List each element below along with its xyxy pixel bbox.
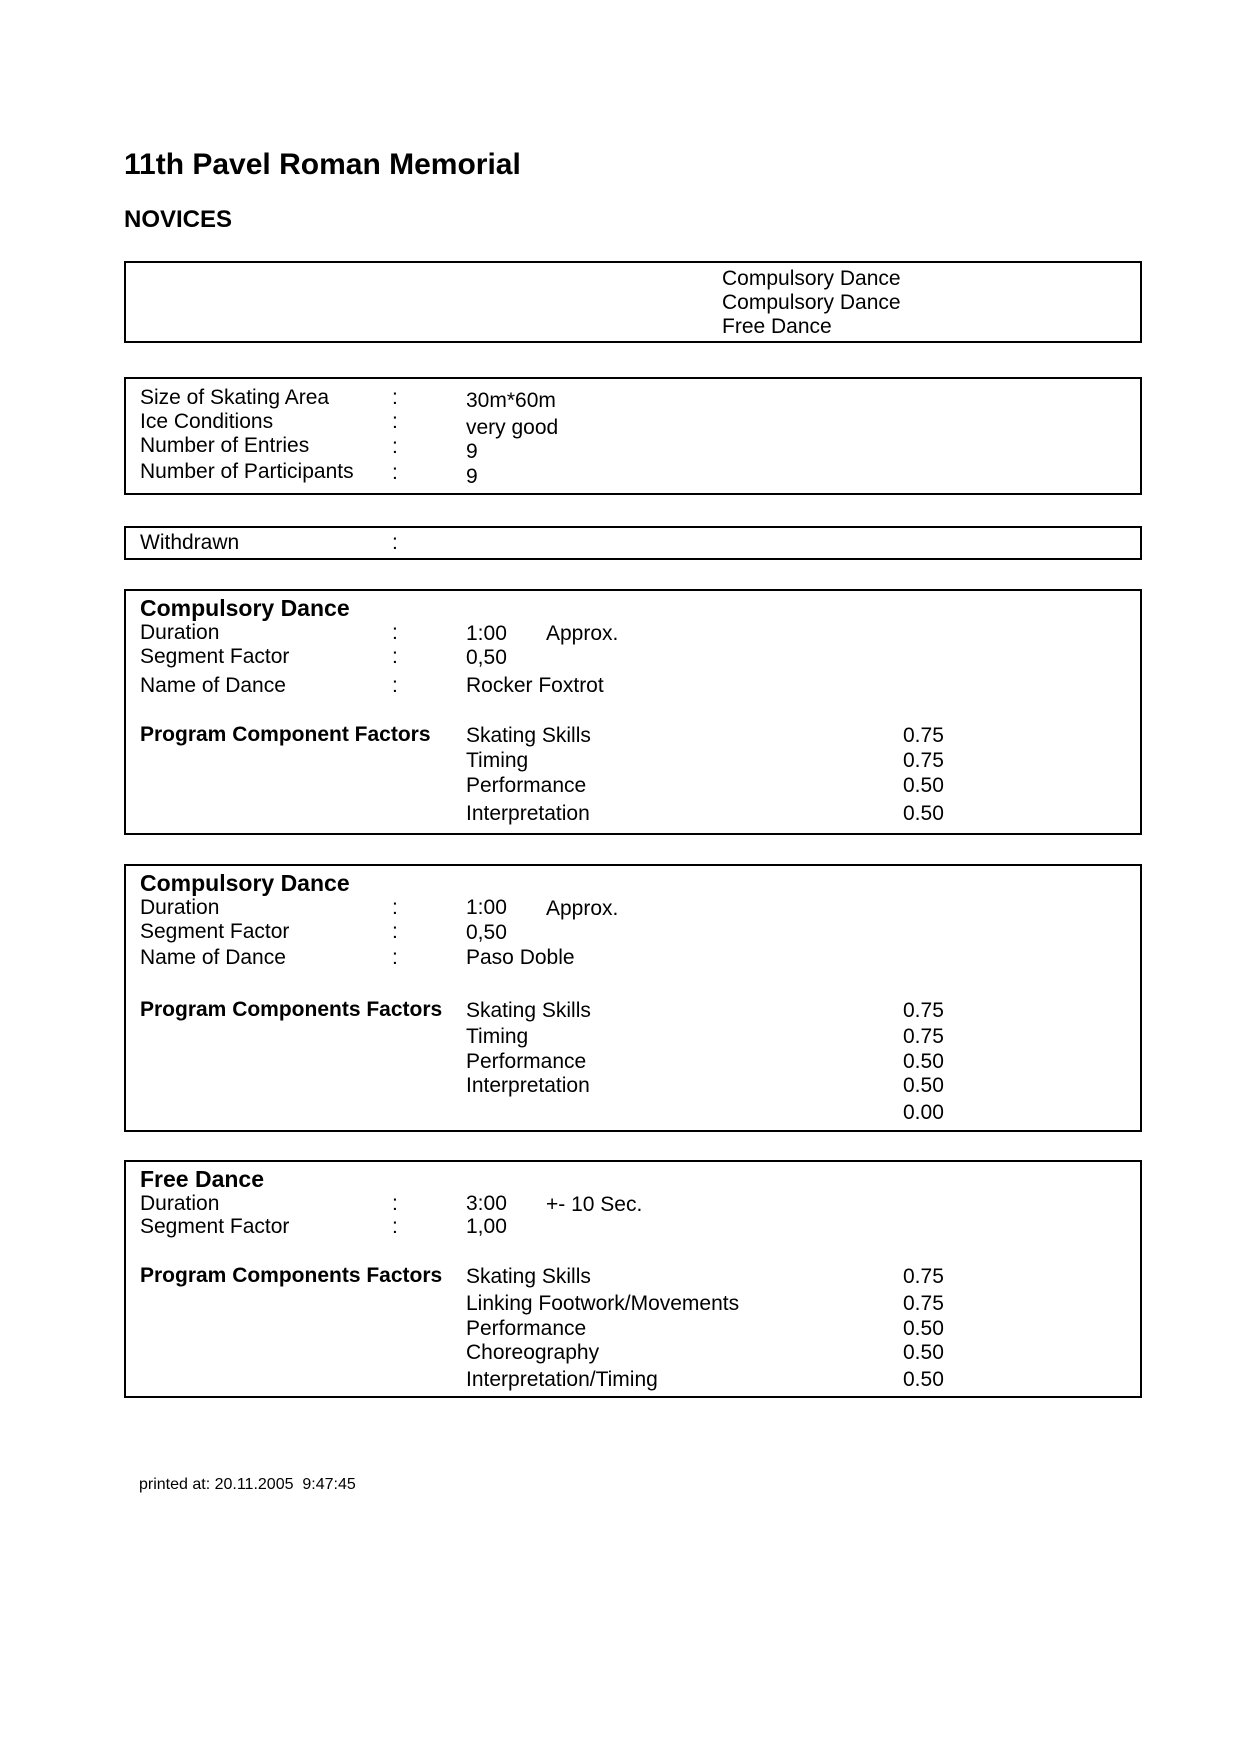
segment-factor-colon: : — [392, 645, 398, 668]
component-name: Timing — [466, 749, 529, 772]
component-name: Performance — [466, 1317, 587, 1340]
component-factor: 0.50 — [903, 774, 944, 797]
component-name: Skating Skills — [466, 724, 591, 747]
info-label: Number of Participants — [140, 460, 354, 483]
overview-segment-1: Compulsory Dance — [722, 267, 901, 290]
component-factor: 0.50 — [903, 802, 944, 825]
segment-box-compulsory-1 — [124, 589, 1142, 835]
dance-name-value: Paso Doble — [466, 946, 575, 969]
component-name: Skating Skills — [466, 1265, 591, 1288]
duration-value: 3:00 — [466, 1192, 507, 1215]
segment-factor-colon: : — [392, 1215, 398, 1238]
info-value: 9 — [466, 465, 478, 488]
component-name: Choreography — [466, 1341, 600, 1364]
segment-factor-value: 0,50 — [466, 646, 507, 669]
segment-factor-label: Segment Factor — [140, 1215, 290, 1238]
component-name: Skating Skills — [466, 999, 591, 1022]
duration-note: Approx. — [546, 622, 619, 645]
withdrawn-label: Withdrawn — [140, 531, 240, 554]
segment-box-free-dance — [124, 1160, 1142, 1398]
dance-name-label: Name of Dance — [140, 674, 286, 697]
component-factor: 0.75 — [903, 1265, 944, 1288]
segment-heading: Free Dance — [140, 1166, 265, 1192]
component-name: Interpretation/Timing — [466, 1368, 658, 1391]
category-heading: NOVICES — [124, 206, 233, 233]
overview-segment-2: Compulsory Dance — [722, 291, 901, 314]
duration-label: Duration — [140, 896, 220, 919]
info-colon: : — [392, 386, 398, 409]
info-label: Ice Conditions — [140, 410, 274, 433]
overview-segment-3: Free Dance — [722, 315, 832, 338]
component-factor-total: 0.00 — [903, 1101, 944, 1124]
dance-name-value: Rocker Foxtrot — [466, 674, 604, 697]
pcf-label: Program Components Factors — [140, 998, 443, 1021]
printed-timestamp: printed at: 20.11.2005 9:47:45 — [139, 1476, 356, 1493]
component-name: Linking Footwork/Movements — [466, 1292, 740, 1315]
info-value: 9 — [466, 440, 478, 463]
segment-factor-colon: : — [392, 920, 398, 943]
pcf-label: Program Components Factors — [140, 1264, 443, 1287]
component-factor: 0.50 — [903, 1074, 944, 1097]
segment-factor-value: 1,00 — [466, 1215, 507, 1238]
info-colon: : — [392, 435, 398, 458]
withdrawn-colon: : — [392, 531, 398, 554]
pcf-label: Program Component Factors — [140, 723, 431, 746]
segment-heading: Compulsory Dance — [140, 595, 350, 621]
duration-note: Approx. — [546, 897, 619, 920]
component-name: Performance — [466, 774, 587, 797]
segment-factor-label: Segment Factor — [140, 920, 290, 943]
component-factor: 0.75 — [903, 1292, 944, 1315]
info-label: Size of Skating Area — [140, 386, 330, 409]
segment-factor-value: 0,50 — [466, 921, 507, 944]
dance-name-label: Name of Dance — [140, 946, 286, 969]
segments-overview-box — [124, 261, 1142, 343]
info-value: 30m*60m — [466, 389, 556, 412]
duration-colon: : — [392, 621, 398, 644]
segment-heading: Compulsory Dance — [140, 870, 350, 896]
info-colon: : — [392, 410, 398, 433]
component-factor: 0.50 — [903, 1317, 944, 1340]
component-name: Interpretation — [466, 802, 590, 825]
page-title: 11th Pavel Roman Memorial — [124, 148, 521, 181]
dance-name-colon: : — [392, 946, 398, 969]
duration-label: Duration — [140, 621, 220, 644]
info-label: Number of Entries — [140, 434, 310, 457]
dance-name-colon: : — [392, 674, 398, 697]
segment-box-compulsory-2 — [124, 864, 1142, 1132]
component-factor: 0.75 — [903, 749, 944, 772]
segment-factor-label: Segment Factor — [140, 645, 290, 668]
info-value: very good — [466, 416, 559, 439]
component-factor: 0.75 — [903, 724, 944, 747]
duration-value: 1:00 — [466, 622, 507, 645]
duration-note: +- 10 Sec. — [546, 1193, 643, 1216]
component-factor: 0.75 — [903, 999, 944, 1022]
duration-value: 1:00 — [466, 896, 507, 919]
duration-colon: : — [392, 896, 398, 919]
component-name: Performance — [466, 1050, 587, 1073]
component-name: Interpretation — [466, 1074, 590, 1097]
component-factor: 0.75 — [903, 1025, 944, 1048]
withdrawn-box — [124, 526, 1142, 560]
component-name: Timing — [466, 1025, 529, 1048]
component-factor: 0.50 — [903, 1050, 944, 1073]
info-colon: : — [392, 461, 398, 484]
duration-colon: : — [392, 1192, 398, 1215]
event-info-box — [124, 377, 1142, 495]
component-factor: 0.50 — [903, 1341, 944, 1364]
component-factor: 0.50 — [903, 1368, 944, 1391]
duration-label: Duration — [140, 1192, 220, 1215]
